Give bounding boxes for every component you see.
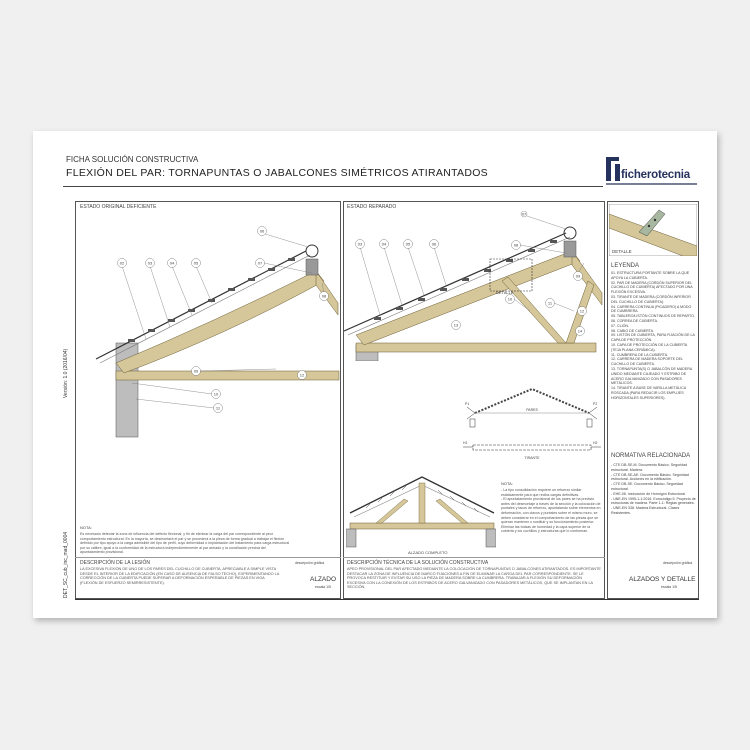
callout-number: 05 <box>405 241 411 247</box>
roof-battens-repaired <box>348 237 570 335</box>
left-nota-text: Es necesario detectar la zona de influencia del defecto flexional, y fin de eliminar la carga del par correspondiente al peor comportamiento estructural. En la mayoría, se desmontará el par y se procederá a la pieza de forma gradual a trabajar el flexión definido por tipo apoyo a la carga admisible del tipo de perfil, cuyo deformidad o implantación del tratamiento para carga estructural por su calibre, igual a la conformidad de la estructura independientemente al par armado y la conciliación precisa del apuntalamiento provisional. <box>80 532 290 555</box>
right-escala: escala 1/5 <box>661 585 677 589</box>
legend-text: 01. ESTRUCTURA PORTANTE SOBRE LA QUE APOYA LA CUBIERTA. 02. PAR DE MADERA (CORDÓN SUPERIOR DEL CUCHILLO DE CUBIERTA) AFECTADO POR UNA FLEXIÓN EXCESIVA. 03. TIRANTE DE MADERA (CORDÓN INFERIOR DEL CUCHILLO DE CUBIERTA). 04. CARRERA CONTINUA (PICADERO) A MODO DE CUMBRERA. 05. TABLERO/LISTÓN CONTINUOS DE REPARTO. 06. CORREA DE CUBIERTA. 07. CLIÓN. 08. CABIO DE CUBIERTA. 09. LISTÓN DE CUBIERTA, PARA FIJACIÓN DE LA CAPA DE PROTECCIÓN. 10. CAPA DE PROTECCIÓN DE LA CUBIERTA (TEJA PLANA CERÁMICA). 11. CUMBRERA DE LA CUBIERTA. 12. CARRERA DE MADERA SOPORTE DEL CUCHILLO DE CUBIERTA. 13. TORNAPUNTA(S) O JABALCÓN DE MADERA UNIDO MEDIANTE CAJEADO Y ESTRIBO DE ACERO GALVANIZADO CON PASADORES METÁLICOS. 14. TIRANTE A BASE DE VARILLA METÁLICA ROSCADA (PARA REDUCIR LOS EMPUJES HORIZONTALES SUPERIORES). <box>611 271 695 400</box>
callout-number: 02 <box>119 260 125 266</box>
right-nota-text: - La tipo consolidación requiere un refuerzo similar estáticamente para que reciba cargas definitivas. - El apuntalamiento provisional de los pares se ha previsto antes del desmontaje a través de la sección y la colocación de puntales y tacos de refuerzo, apuntalando sobre elementos en deformación, con clavos y puntales sobre el mismo muro, se deben considerar en el comportamiento de las piezas que se quieran mantener o sustituir y su funcionamiento posterior. Eliminar las bolsas de humedad y la capa superior de la cubierta y los cuchillos y estructuras que lo conforman. <box>501 488 601 534</box>
detail-box-label: DETALLE <box>612 249 632 254</box>
header-rule <box>63 186 603 187</box>
callout-number: 11 <box>547 300 553 306</box>
schematic-support-left <box>470 419 475 427</box>
callout-number: 08 <box>321 293 327 299</box>
right-state-label: ESTADO REPARADO <box>347 204 397 210</box>
callout-number: 06 <box>259 228 265 234</box>
schematic-bottom-label: TIRANTE <box>524 456 540 460</box>
callout-number: 05 <box>193 260 199 266</box>
tie-beam-repaired <box>356 343 596 352</box>
callout-number: 13 <box>453 322 459 328</box>
callout-number: 09 <box>575 273 581 279</box>
axonometric-truss <box>346 473 496 549</box>
ridge-beam-repaired <box>564 241 576 257</box>
roof-battens <box>100 255 310 363</box>
callout-number: 14 <box>577 328 583 334</box>
right-nota-title: NOTA: <box>501 481 513 486</box>
detail-callout-label: DETALLE <box>496 290 514 295</box>
right-grafica-label: descripción gráfica <box>663 561 693 565</box>
solution-text: APEO PROVISIONAL DEL PAR AFECTADO MEDIANTE LA COLOCACIÓN DE TORNAPUNTAS O JABALCONES ATIRANTADOS. ES IMPORTANTE DESTACAR LA ZONA DE INFLUENCIA DE MARCO FIJACIONES A FIN DE ELIMINAR LA CARGA DEL PAR CORRESPONDIENTE. SE LE PROVOCA RESTITUIR Y EVITAR SU USO LA PIEZA DE MADERA SOBRE LA CUMBRERA. TRABAJAR A FLEXIÓN SU DEFORMACIÓN EXCESIVA CON LA CONEXIÓN DE LOS ESTRIBOS DE ACERO GALVANIZADO CON PASADORES METÁLICOS, QUE SE IMPLANTAN EN LA SECCIÓN. <box>347 567 601 590</box>
callout-number: 12 <box>299 372 305 378</box>
left-elevation-drawing <box>76 211 340 441</box>
callout-number: 12 <box>579 308 585 314</box>
schematic-left-b: H1 <box>463 441 468 445</box>
strut-left <box>502 277 566 343</box>
callout-number: 10 <box>507 296 513 302</box>
sheet-subtitle: FICHA SOLUCIÓN CONSTRUCTIVA <box>66 155 199 164</box>
roof-covering-repaired <box>344 233 566 331</box>
alzado-label: ALZADO <box>310 576 337 583</box>
left-grafica-label: descripción gráfica <box>295 561 325 565</box>
ridge-beam <box>306 259 318 275</box>
axo-tie-beam <box>350 523 494 529</box>
schematic-top-label: PARES <box>526 408 538 412</box>
solution-title: DESCRIPCIÓN TÉCNICA DE LA SOLUCIÓN CONSTRUCTIVA <box>347 560 489 566</box>
logo-text: ficherotecnia <box>621 169 690 181</box>
normativa-title: NORMATIVA RELACIONADA <box>611 453 691 459</box>
legend-title: LEYENDA <box>611 263 640 269</box>
callout-number: 08 <box>513 242 519 248</box>
axonometric-label: ALZADO COMPLETO <box>408 550 448 555</box>
sheet-inner <box>63 153 699 599</box>
axo-strut-left <box>376 499 408 523</box>
lesion-text: LA EXCESIVA FLEXIÓN DE UNO DE LOS PARES DEL CUCHILLO DE CUBIERTA, APRECIABLE A SIMPLE VISTA DESDE EL INTERIOR DE LA EDIFICACIÓN (EN CASO DE AUSENCIA DE FALSO TECHO), EXPERIMENTANDO LA CORRECCIÓN DE LA CUBIERTA PUEDE SUPERAR A DEFORMACIÓN ESPERABLE DE PIEZAS EN VIGA (FLEXIÓN DE ESFUERZO SEMIRRESISTENTE). <box>80 567 280 585</box>
drawing-code: DET_SC_cub_inc_mad_0004 <box>63 531 69 598</box>
axo-strut-right <box>436 499 468 523</box>
ficherotecnia-logo <box>603 153 699 187</box>
force-schematic <box>463 383 601 473</box>
callout-number: 04 <box>381 241 387 247</box>
version-label: Versión: 1.0 (2016/04) <box>63 348 69 398</box>
callout-number: 03 <box>147 260 153 266</box>
right-elevation-drawing <box>344 211 604 361</box>
callout-number: 09 <box>193 368 199 374</box>
schematic-right-b: H2 <box>593 441 598 445</box>
left-state-label: ESTADO ORIGINAL DEFICIENTE <box>80 204 157 210</box>
left-nota-title: NOTA: <box>80 525 92 530</box>
callout-bubbles-repaired <box>356 211 587 336</box>
schematic-right-a: P2 <box>593 402 598 406</box>
schematic-tie <box>473 445 591 450</box>
bottom-rule <box>75 599 699 600</box>
callout-number: 07 <box>257 260 263 266</box>
callout-number: 06 <box>431 241 437 247</box>
callout-number: 10 <box>213 391 219 397</box>
schematic-left-a: P1 <box>465 402 470 406</box>
callout-number: 04 <box>169 260 175 266</box>
alzados-label: ALZADOS Y DETALLE <box>629 576 696 583</box>
rafter <box>116 271 324 373</box>
sheet-title: FLEXIÓN DEL PAR: TORNAPUNTAS O JABALCONES SIMÉTRICOS ATIRANTADOS <box>66 167 488 179</box>
callout-number: 11 <box>215 405 221 411</box>
axo-king-post <box>419 483 425 523</box>
drawing-sheet <box>33 131 717 618</box>
callout-number: 07 <box>521 211 527 217</box>
schematic-support-right <box>587 419 592 427</box>
left-escala: escala 1/5 <box>315 585 331 589</box>
normativa-text: - CTE DB-SE-M. Documento Básico. Seguridad estructural. Madera. - CTE DB-SE-AE. Documento Básico. Seguridad estructural. Acciones en la edificación. - CTE DB-SE. Documento Básico. Seguridad estructural. - EHE-08. Instrucción de Hormigón Estructural. - UNE-EN 1995-1-1:2016. Eurocódigo 5. Proyecto de estructuras de madera. Parte 1-1: Reglas generales. - UNE-EN 338. Madera Estructural. Clases Resistentes. <box>611 463 696 515</box>
callout-number: 03 <box>357 241 363 247</box>
lesion-title: DESCRIPCIÓN DE LA LESIÓN <box>80 560 151 566</box>
